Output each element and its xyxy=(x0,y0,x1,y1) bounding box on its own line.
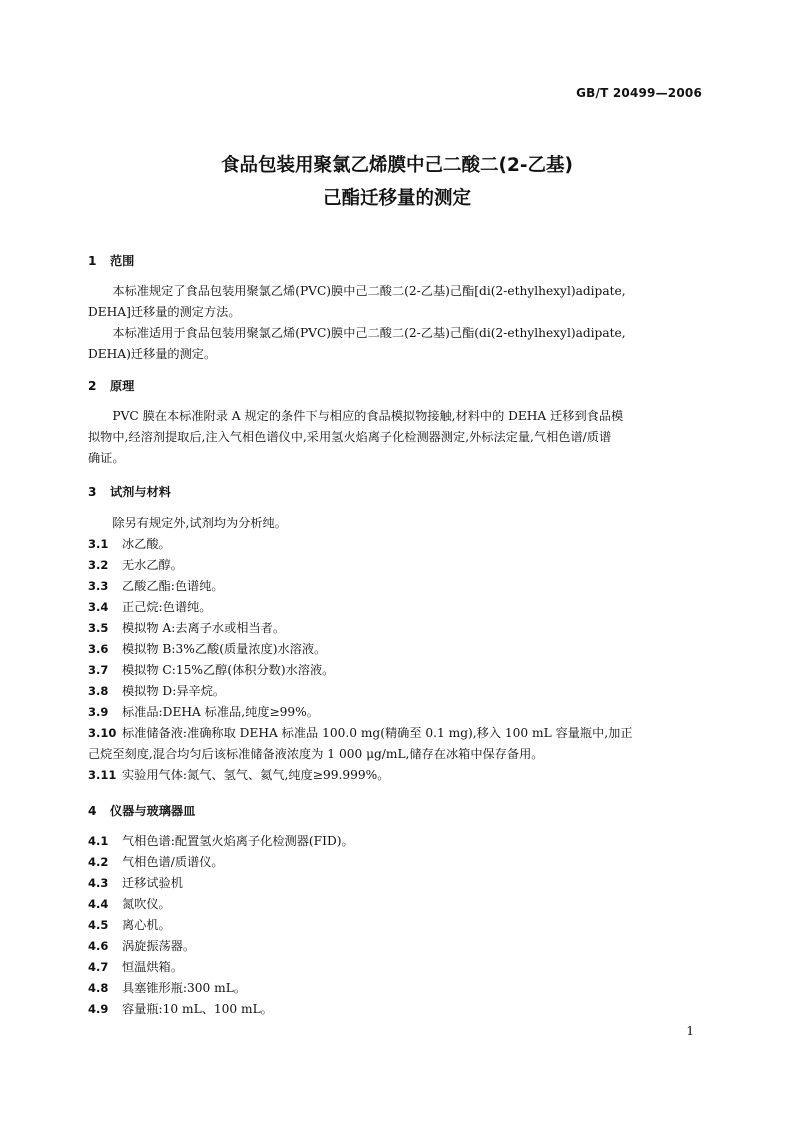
list-item xyxy=(88,639,706,660)
list-item xyxy=(88,765,706,786)
section-number: 1 xyxy=(88,254,97,268)
item-text: 恒温烘箱。 xyxy=(122,960,183,974)
item-number: 3.10 xyxy=(88,726,117,740)
item-number: 3.9 xyxy=(88,705,109,719)
list-item xyxy=(88,576,706,597)
item-number: 4.7 xyxy=(88,960,109,974)
section-title: 原理 xyxy=(110,379,135,393)
list-item xyxy=(88,702,706,723)
list-item-continuation: 己烷至刻度,混合均匀后该标准储备液浓度为 1 000 μg/mL,储存在冰箱中保存备用。 xyxy=(88,747,544,761)
item-number: 3.1 xyxy=(88,537,109,551)
page-number: 1 xyxy=(686,1024,694,1038)
item-text: 模拟物 C:15%乙醇(体积分数)水溶液。 xyxy=(122,663,335,677)
item-text: 无水乙醇。 xyxy=(122,558,183,572)
list-item xyxy=(88,873,706,894)
item-number: 3.4 xyxy=(88,600,109,614)
paragraph-line: 本标准规定了食品包装用聚氯乙烯(PVC)膜中己二酸二(2-乙基)己酯[di(2-ethylhexyl)adipate, xyxy=(112,284,626,298)
list-item xyxy=(88,852,706,873)
section-1-body xyxy=(88,281,706,365)
list-item xyxy=(88,681,706,702)
item-text: 氮吹仪。 xyxy=(122,897,171,911)
section-number: 3 xyxy=(88,485,97,499)
item-text: 实验用气体:氮气、氢气、氦气,纯度≥99.999%。 xyxy=(122,768,390,782)
item-text: 容量瓶:10 mL、100 mL。 xyxy=(122,1002,273,1016)
item-text: 模拟物 B:3%乙酸(质量浓度)水溶液。 xyxy=(122,642,327,656)
item-text: 正己烷:色谱纯。 xyxy=(122,600,212,614)
section-title: 范围 xyxy=(110,254,135,268)
item-number: 3.5 xyxy=(88,621,109,635)
item-text: 模拟物 A:去离子水或相当者。 xyxy=(122,621,286,635)
item-number: 4.6 xyxy=(88,939,109,953)
item-text: 标准储备液:准确称取 DEHA 标准品 100.0 mg(精确至 0.1 mg),移入 100 mL 容量瓶中,加正 xyxy=(122,726,633,740)
paragraph-line: 拟物中,经溶剂提取后,注入气相色谱仪中,采用氢火焰离子化检测器测定,外标法定量,气相色谱/质谱 xyxy=(88,430,612,444)
list-item xyxy=(88,597,706,618)
list-item xyxy=(88,831,706,852)
item-text: 冰乙酸。 xyxy=(122,537,171,551)
section-2-body xyxy=(88,406,706,469)
list-item xyxy=(88,978,706,999)
item-text: 气相色谱/质谱仪。 xyxy=(122,855,224,869)
item-text: 气相色谱:配置氢火焰离子化检测器(FID)。 xyxy=(122,834,354,848)
item-number: 3.6 xyxy=(88,642,109,656)
list-item xyxy=(88,555,706,576)
paragraph-line: 确证。 xyxy=(88,451,125,465)
section-4-heading xyxy=(88,801,706,822)
item-number: 3.3 xyxy=(88,579,109,593)
paragraph-line: 本标准适用于食品包装用聚氯乙烯(PVC)膜中己二酸二(2-乙基)己酯(di(2-ethylhexyl)adipate, xyxy=(112,326,626,340)
item-text: 模拟物 D:异辛烷。 xyxy=(122,684,226,698)
item-number: 4.5 xyxy=(88,918,109,932)
paragraph-line: PVC 膜在本标准附录 A 规定的条件下与相应的食品模拟物接触,材料中的 DEHA 迁移到食品模 xyxy=(112,409,624,423)
list-item xyxy=(88,999,706,1020)
item-number: 3.11 xyxy=(88,768,117,782)
document-title-line1: 食品包装用聚氯乙烯膜中己二酸二(2-乙基) xyxy=(221,155,573,176)
list-item xyxy=(88,534,706,555)
item-number: 4.2 xyxy=(88,855,109,869)
list-item xyxy=(88,936,706,957)
item-text: 乙酸乙酯:色谱纯。 xyxy=(122,579,224,593)
item-number: 3.7 xyxy=(88,663,109,677)
document-title-line2: 己酯迁移量的测定 xyxy=(322,188,471,209)
item-text: 离心机。 xyxy=(122,918,171,932)
section-1-heading xyxy=(88,251,706,272)
item-number: 4.9 xyxy=(88,1002,109,1016)
section-4-body xyxy=(88,831,706,1020)
item-number: 4.3 xyxy=(88,876,109,890)
list-item xyxy=(88,660,706,681)
paragraph-line: 除另有规定外,试剂均为分析纯。 xyxy=(112,516,287,530)
item-text: 标准品:DEHA 标准品,纯度≥99%。 xyxy=(122,705,319,719)
list-item xyxy=(88,894,706,915)
item-number: 3.2 xyxy=(88,558,109,572)
item-text: 具塞锥形瓶:300 mL。 xyxy=(122,981,247,995)
list-item xyxy=(88,618,706,639)
section-number: 4 xyxy=(88,804,97,818)
item-number: 4.1 xyxy=(88,834,109,848)
paragraph-line: DEHA)迁移量的测定。 xyxy=(88,347,217,361)
item-text: 涡旋振荡器。 xyxy=(122,939,196,953)
section-title: 仪器与玻璃器皿 xyxy=(110,804,196,818)
item-number: 4.8 xyxy=(88,981,109,995)
list-item xyxy=(88,957,706,978)
section-2-heading xyxy=(88,376,706,397)
section-3-body xyxy=(88,513,706,786)
item-number: 3.8 xyxy=(88,684,109,698)
item-number: 4.4 xyxy=(88,897,109,911)
section-title: 试剂与材料 xyxy=(110,485,171,499)
section-3-heading xyxy=(88,482,706,503)
section-number: 2 xyxy=(88,379,97,393)
list-item xyxy=(88,723,706,744)
list-item xyxy=(88,915,706,936)
item-text: 迁移试验机 xyxy=(122,876,183,890)
standard-code: GB/T 20499—2006 xyxy=(576,86,702,100)
paragraph-line: DEHA]迁移量的测定方法。 xyxy=(88,305,241,319)
